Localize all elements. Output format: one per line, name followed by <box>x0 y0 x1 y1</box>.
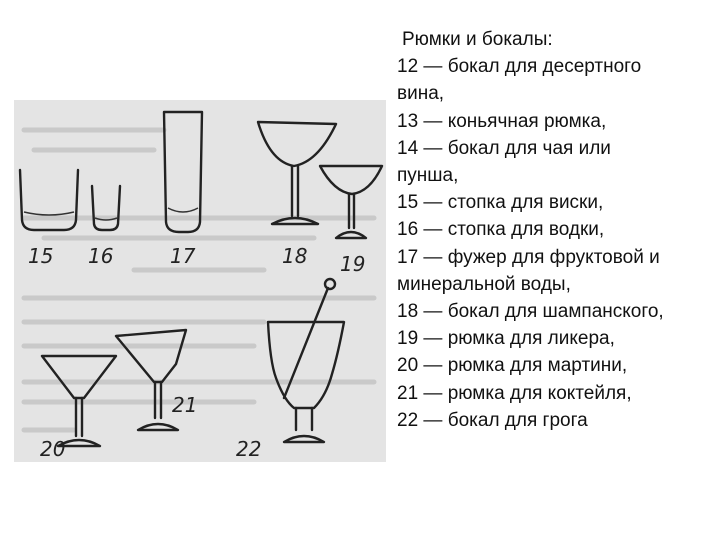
legend-line: 15 — стопка для виски, <box>397 192 604 214</box>
label-20: 20 <box>40 437 66 461</box>
legend-line: 19 — рюмка для ликера, <box>397 328 615 350</box>
glassware-drawing <box>14 100 386 462</box>
label-15: 15 <box>28 244 54 268</box>
legend-line: 16 — стопка для водки, <box>397 219 605 241</box>
legend-line: минеральной воды, <box>397 273 571 295</box>
glass-19-liqueur <box>320 166 382 238</box>
legend-heading: Рюмки и бокалы: <box>402 29 553 50</box>
legend-line: вина, <box>397 83 445 105</box>
label-19: 19 <box>340 252 366 276</box>
legend-line: 17 — фужер для фруктовой и <box>397 246 660 268</box>
label-21: 21 <box>172 393 198 417</box>
glass-15-whisky <box>20 170 78 230</box>
legend-text <box>397 26 715 434</box>
glass-16-vodka <box>92 186 120 230</box>
legend-line: 21 — рюмка для коктейля, <box>397 382 632 404</box>
glassware-illustration <box>14 100 386 462</box>
legend-line: 13 — коньячная рюмка, <box>397 110 607 132</box>
label-18: 18 <box>282 244 308 268</box>
label-22: 22 <box>236 437 262 461</box>
legend-line: 20 — рюмка для мартини, <box>397 355 628 377</box>
glass-17-highball <box>164 112 202 232</box>
background-scan-texture <box>24 130 374 430</box>
legend-line: пунша, <box>397 165 459 187</box>
glass-22-grog <box>268 279 344 442</box>
legend-line: 18 — бокал для шампанского, <box>397 301 664 323</box>
label-16: 16 <box>88 244 114 268</box>
legend-line: 14 — бокал для чая или <box>397 137 611 159</box>
legend-line: 12 — бокал для десертного <box>397 56 642 78</box>
legend-line: 22 — бокал для грога <box>397 409 588 431</box>
label-17: 17 <box>170 244 196 268</box>
